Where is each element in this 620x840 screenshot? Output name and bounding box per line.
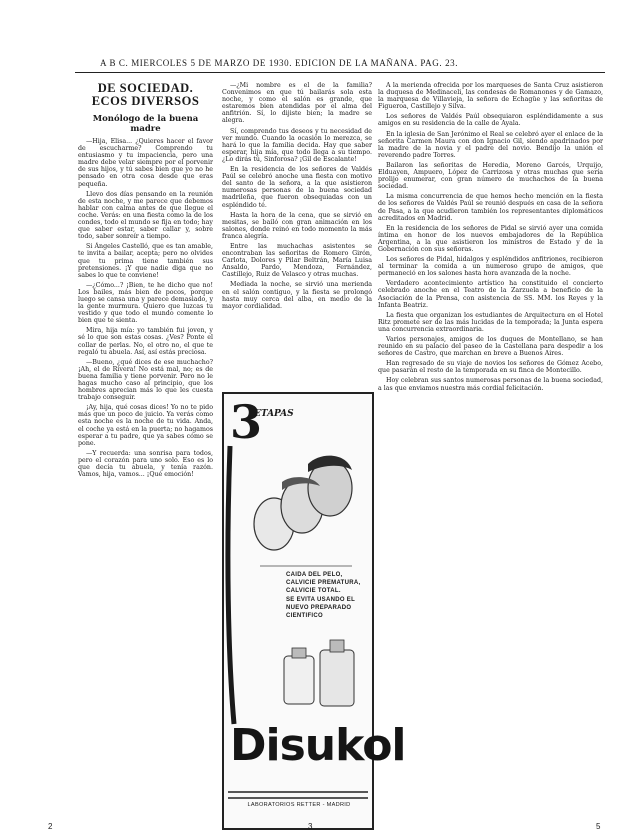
ad-line: CALVICIE PREMATURA,	[286, 580, 361, 587]
ad-copy	[286, 572, 368, 621]
ad-decorative-curve	[228, 446, 234, 724]
paragraph: En la residencia de los señores de Pidal se sirvió ayer una comida íntima en honor de los nuevos embajadores de la República Argentina, a la que asistieron los ministros de Estado y de la Gobernación con sus señoras.	[378, 224, 603, 253]
section-title-line-2: ECOS DIVERSOS	[91, 94, 200, 108]
disukol-advertisement	[222, 392, 406, 830]
paragraph: Han regresado de su viaje de novios los señores de Gómez Acebo, que pasarán el resto de la temporada en su finca de Montecillo.	[378, 360, 603, 375]
ad-etapas-word: ETAPAS	[254, 409, 294, 419]
footer-mark-left: 2	[48, 822, 53, 831]
paragraph: Hasta la hora de la cena, que se sirvió en mesitas, se bailó con gran animación en los salones, donde reinó en todo momento la más franca alegría.	[222, 211, 372, 240]
column-1	[78, 82, 213, 827]
column-2	[222, 82, 372, 387]
header-rule	[75, 72, 605, 73]
paragraph: La fiesta que organizan los estudiantes de Arquitectura en el Hotel Ritz promete ser de las más lucidas de la temporada; la Junta espera una concurrencia extraordinaria.	[378, 311, 603, 333]
paragraph: Los señores de Valdés Paúl obsequiaron espléndidamente a sus amigos en su residencia de la calle de Ayala.	[378, 113, 603, 128]
paragraph: En la residencia de los señores de Valdés Paúl se celebró anoche una fiesta con motivo del santo de la señora, a la que asistieron numerosas personas de la buena sociedad madrileña, que fueron obsequiadas con un espléndido té.	[222, 166, 372, 209]
paragraph: Los señores de Pidal, hidalgos y espléndidos anfitriones, recibieron al terminar la comida a un numeroso grupo de amigos, que permaneció en los salones hasta hora avanzada de la noche.	[378, 256, 603, 278]
section-title-line-1: DE SOCIEDAD.	[97, 81, 194, 95]
paragraph: Hoy celebran sus santos numerosas personas de la buena sociedad, a las que enviamos nuestra más cordial felicitación.	[378, 377, 603, 392]
paragraph: Bailaron las señoritas de Heredia, Moreno Garcés, Urquijo, Elduayen, Ampuero, López de Carrizosa y otras muchas que sería prolijo enumerar, con gran número de muchachos de la buena sociedad.	[378, 161, 603, 191]
footer-mark-right: 5	[596, 822, 601, 831]
footer-mark-center: 3	[308, 822, 313, 831]
ad-bottom-rules	[228, 792, 368, 798]
paragraph: Verdadero acontecimiento artístico ha constituido el concierto celebrado anoche en el Teatro de la Zarzuela a beneficio de la Asociación de la Prensa, con asistencia de SS. MM. los Reyes y la Infanta Beatriz.	[378, 280, 603, 309]
ad-line: CAIDA DEL PELO,	[286, 572, 343, 578]
ad-bottle-right	[320, 650, 354, 706]
paragraph: —Hija, Elisa... ¿Quieres hacer el favor de escucharme? Comprendo tu entusiasmo y tu impaciencia, pero una madre debe velar siempre por el porvenir de sus hijos, y tú sabes bien que yo no he pensado en otra cosa desde que eras pequeña.	[78, 138, 213, 188]
paragraph: —¿Mi nombre es el de la familia? Convenimos en que tú bailarás sola esta noche, y como el salón es grande, que estaremos bien atendidas por el alma del anfitrión. Sí, lo dijiste bien; la madre se alegra.	[222, 82, 372, 125]
article-title: Monólogo de la buena madre	[92, 114, 199, 134]
ad-line: NUEVO PREPARADO	[286, 604, 352, 611]
ad-number-three: 3	[230, 395, 263, 449]
ad-line: SE EVITA USANDO EL	[286, 596, 356, 603]
ad-bottle-left	[284, 656, 314, 704]
paragraph: A la merienda ofrecida por los marqueses de Santa Cruz asistieron la duquesa de Medinaceli, las condesas de Romanones y de Gamazo, la marquesa de Villavieja, la señora de Echagüe y las señoritas de Figueroa, Castillejo y Silva.	[378, 82, 603, 111]
paragraph: ¡Ay, hija, qué cosas dices! Yo no te pido más que un poco de juicio. Ya verás como esta noche es la noche de tu vida. Anda, el coche ya está en la puerta; no hagamos esperar a tu padre, que ya sabes cómo se pone.	[78, 404, 213, 447]
paragraph: La misma concurrencia de que hemos hecho mención en la fiesta de los señores de Valdés Paúl se reunió después en casa de la señora de Pasa, a la que acudieron también los representantes diplomáticos acreditados en Madrid.	[378, 193, 603, 222]
paragraph: —Bueno, ¿qué dices de ese muchacho? ¡Ah, el de Rivera! No está mal, no; es de buena familia y tiene porvenir. Pero no le hagas mucho caso al principio, que los hombres aprecian más lo que les cuesta trabajo conseguir.	[78, 358, 213, 402]
paragraph: —Y recuerda: una sonrisa para todos, pero el corazón para uno solo. Eso es lo que decía tu abuela, y tenía razón. Vamos, hija, vamos... ¡Qué emoción!	[78, 449, 213, 479]
ad-bottle-cap-left	[292, 648, 306, 658]
paragraph: Entre las muchachas asistentes se encontraban las señoritas de Romero Girón, Carlota, Dolores y Pilar Beltrán, María Luisa Ansaldo, Pardo, Mendoza, Fernández, Castillejo, Ruiz de Velasco y otras muchas.	[222, 242, 372, 279]
paragraph: Mediada la noche, se sirvió una merienda en el salón contiguo, y la fiesta se prolongó hasta muy cerca del alba, en medio de la mayor cordialidad.	[222, 281, 372, 310]
column-3	[378, 82, 603, 827]
paragraph: —¿Cómo...? ¡Bien, te he dicho que no! Los bailes, más bien de pocos, porque luego se cansa una y parece demasiado, y la gente murmura. Quiero que luzcas tu vestido y que todo el mundo comente lo bien que te sienta.	[78, 281, 213, 325]
page-header: A B C. MIERCOLES 5 DE MARZO DE 1930. EDICION DE LA MAÑANA. PAG. 23.	[100, 58, 459, 68]
paragraph: Llevo dos días pensando en la reunión de esta noche, y me parece que debemos hablar con calma antes de que llegue el coche. Verás: en una fiesta como la de los condes, todo el mundo se fija en todo; hay que saber estar, saber callar y, sobre todo, saber sonreír a tiempo.	[78, 190, 213, 241]
ad-bottle-cap-right	[330, 640, 344, 652]
ad-line: CALVICIE TOTAL.	[286, 588, 341, 595]
paragraph: Mira, hija mía: yo también fui joven, y sé lo que son estas cosas. ¿Ves? Ponte el collar de perlas. No, el otro no, el que te regaló tu abuela. Así, así estás preciosa.	[78, 327, 213, 356]
section-title	[78, 82, 213, 108]
ad-line: CIENTIFICO	[286, 613, 323, 620]
paragraph: Varios personajes, amigos de los duques de Montellano, se han reunido en su palacio del paseo de la Castellana para despedir a los señores de Castro, que marchan en breve a Buenos Aires.	[378, 336, 603, 358]
paragraph: En la iglesia de San Jerónimo el Real se celebró ayer el enlace de la señorita Carmen Maura con don Ignacio Gil, siendo apadrinados por la madre de la novia y el padre del novio. Bendijo la unión el reverendo padre Torres.	[378, 130, 603, 159]
ad-laboratory: LABORATORIOS RETTER - MADRID	[247, 802, 351, 808]
ad-brand-name: Disukol	[230, 720, 406, 771]
paragraph: Sí, comprendo tus deseos y tu necesidad de ver mundo. Cuando la ocasión lo merezca, se hará lo que la familia decida. Hay que saber esperar, hija mía, que todo llega a su tiempo. ¿Lo dirás tú, Sinforosa? ¡Gil de Escalante!	[222, 127, 372, 163]
paragraph: Si Ángeles Castelló, que es tan amable, te invita a bailar, acepta; pero no olvides que tu prima tiene también sus pretensiones. ¡Y que nadie diga que no sabes lo que te conviene!	[78, 243, 213, 279]
